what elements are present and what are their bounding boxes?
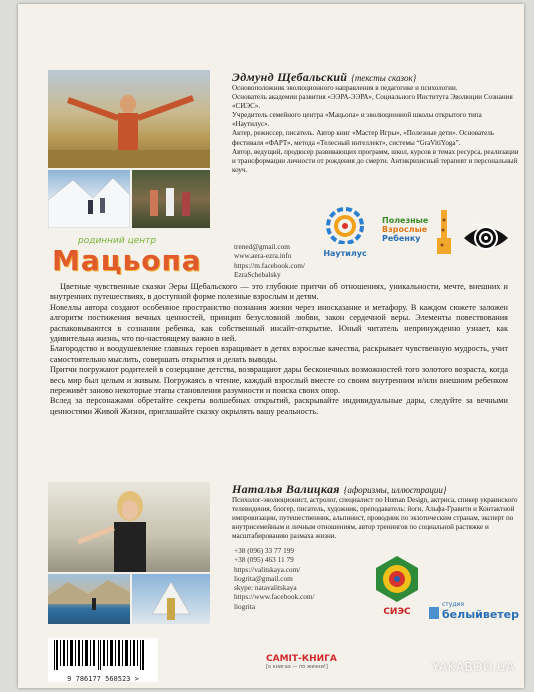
story-paragraph: Цветные чувственные сказки Эеры Щебальского — это глубокие притчи об отношениях, уникальности, мечте, внешних и внутренних путешествиях, в доступной форме полезные взрослым и детям. xyxy=(50,282,508,302)
flag-icon xyxy=(428,606,440,620)
author1-contacts xyxy=(234,242,314,279)
author2-contacts xyxy=(234,546,364,611)
author2-bio-line: Психолог-эволюционист, астролог, специалист по Human Design, актриса, спикер украинского телевидения, блогер, писатель, художник, преподаватель: йоги, Альфа-Гравити и Контактной импровизации, путешественник, альпинист, проводник по экзотическим странам, эксперт по внутрисемейным и личным отношениям, автор тренингов по социальной растяжке и масштабированию размаха жизни. xyxy=(232,496,518,541)
story-paragraph: Притчи погружают родителей в созерцание детства, возвращают дары бесконечных возможностей того золотого возраста, когда весь мир был целым и живым. Погружаясь в чтение, каждый взрослый вместе со своим внутренним и/или внешним ребенком переживёт заново некоторые этапы становления разумности и поиска своих опор. xyxy=(50,365,508,396)
matsyopa-logo-title: Мацьопа xyxy=(52,244,202,277)
author1-website[interactable]: www.aera-ezra.info xyxy=(234,251,292,261)
author1-name: Эдмунд Щебальский xyxy=(232,70,348,84)
sies-emblem-icon xyxy=(372,554,422,602)
studio-label-small: студия xyxy=(442,601,465,608)
author1-facebook-handle: EzraSchebalsky xyxy=(234,269,281,279)
author1-photo-family xyxy=(132,170,210,228)
studio-label: белыйветер xyxy=(442,608,519,621)
author2-name: Наталья Валицкая xyxy=(232,482,340,496)
publisher-slogan: [о книгах — по жизни!] xyxy=(266,664,328,670)
nautilus-spiral-icon xyxy=(321,204,369,244)
poleznye-line: Полезные xyxy=(382,216,429,225)
woman-portrait-illustration xyxy=(48,482,210,572)
poleznye-line: Взрослые xyxy=(382,225,428,234)
sies-label: СИЭС xyxy=(383,607,411,617)
author2-facebook-handle: liogrita xyxy=(234,601,256,611)
author1-photo-snow xyxy=(48,170,130,228)
nautilus-label: Наутилус xyxy=(323,249,367,258)
nautilus-logo xyxy=(318,204,372,266)
eera-eye-label: ЭЭРА-ЭЭРА xyxy=(472,223,493,227)
author2-skype: skype: natavalitskaya xyxy=(234,583,297,593)
author2-photo-lake xyxy=(48,574,130,624)
story-paragraph: Новеллы автора создают особенное пространство познания жизни через иносказание и метафору. В каждом сюжете заложен алгоритм постижения вечных ценностей, принцип безусловной любви, закон сердечной веры. Элементы повествования распаковываются в сознании ребенка, как собственный инсайт-открытие. Юный читатель непринужденно узнает, как удивительна жизнь, что по-настоящему важно в ней. xyxy=(50,302,508,344)
studio-logo xyxy=(428,602,524,626)
author2-facebook[interactable]: https://www.facebook.com/ xyxy=(234,592,315,602)
barcode xyxy=(48,638,158,682)
author2-photo-stupa xyxy=(132,574,210,624)
author1-facebook[interactable]: https://m.facebook.com/ xyxy=(234,260,305,270)
back-cover xyxy=(18,4,524,688)
author1-bio-line: Основатель академии развития «ЭЭРА-ЭЭРА», Социального Института Эволюции Сознания «СИЭС». xyxy=(232,93,513,111)
yakaboo-watermark: YAKABOO.UA xyxy=(432,660,515,674)
author1-email[interactable]: trened@gmail.com xyxy=(234,242,290,251)
story-paragraph: Благородство и воодушевление главных героев взращивает в детях взрослые качества, раскрывает чувственную мудрость, учит самостоятельно мыслить, совершать открытия и делать выводы. xyxy=(50,344,508,364)
sies-logo xyxy=(370,554,424,624)
story-description xyxy=(50,282,508,417)
publisher-logo xyxy=(266,654,356,670)
eera-eye-logo xyxy=(462,218,510,258)
person-arms-wide-illustration xyxy=(48,70,210,168)
story-paragraph: Вслед за персонажами обретайте секреты волшебных открытий, раскрывайте индивидуальные дары, следуйте за вечными ценностями Живой Жизни, приглашайте сказку окрылять вашу реальность. xyxy=(50,396,508,416)
matsyopa-logo-subtitle: родинний центр xyxy=(78,236,157,246)
author2-role: {афоризмы, иллюстрации} xyxy=(343,485,447,495)
author1-bio-line: Учредитель семейного центра «Мацьопа» и эволюционной школы открытого типа «Наутилус». xyxy=(232,111,482,129)
author2-email[interactable]: liogrita@gmail.com xyxy=(234,573,293,583)
author1-bio xyxy=(232,84,520,175)
matsyopa-logo xyxy=(52,236,222,276)
author1-bio-line: Актер, режиссер, писатель. Автор книг «Мастер Игры», «Полезные дети». Основатель фестиваля «ФАРТ», метода «Телесный интеллект», системы “GraVitiYoga”. xyxy=(232,129,495,147)
barcode-bars xyxy=(48,638,158,670)
publisher-name: САМІТ-КНИГА xyxy=(266,654,337,664)
author1-photo-field xyxy=(48,70,210,168)
author1-bio-line: Автор, ведущий, продюсер развивающих программ, школ, курсов в темах ресурса, реализации и трансформации личности от рождения до смерти. Антикризисный терапевт и персональный коуч. xyxy=(232,147,519,174)
poleznye-line: Ребенку xyxy=(382,234,421,243)
author2-phone[interactable]: +38 (096) 33 77 199 xyxy=(234,546,295,555)
author1-role: {тексты сказок} xyxy=(351,73,417,83)
barcode-number: 9 786177 560523 > xyxy=(67,675,139,683)
poleznye-logo xyxy=(382,216,454,262)
author2-phone[interactable]: +38 (095) 463 11 79 xyxy=(234,555,294,565)
author2-bio xyxy=(232,496,520,541)
author1-bio-line: Основоположник эволюционного направления в педагогике и психологии. xyxy=(232,84,458,92)
author2-website[interactable]: https://valitskaya.com/ xyxy=(234,564,301,574)
giraffe-icon xyxy=(434,210,454,256)
author2-photo-portrait xyxy=(48,482,210,572)
